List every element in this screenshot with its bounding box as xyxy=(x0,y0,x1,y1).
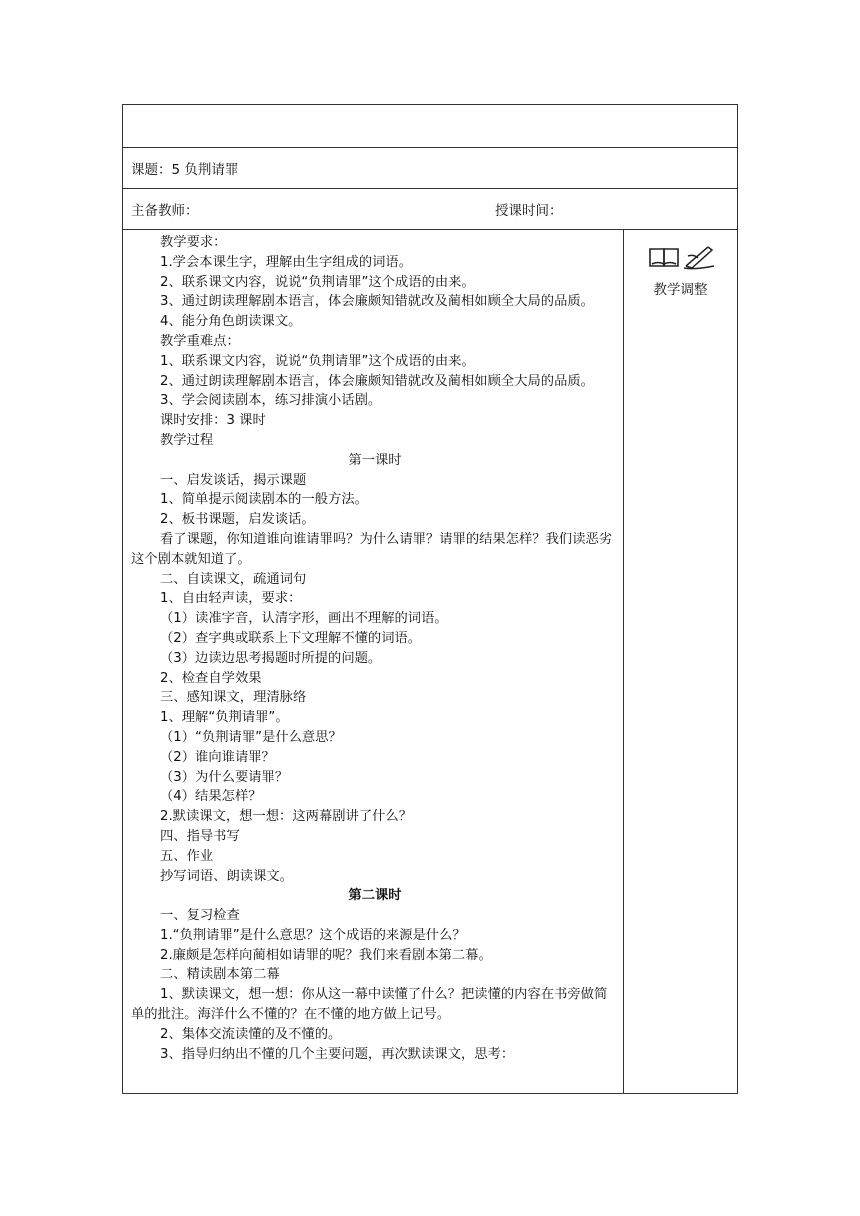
content-line: 二、自读课文，疏通词句 xyxy=(160,571,307,587)
lesson-topic: 课题：5 负荆请罪 xyxy=(131,162,239,178)
content-line: 2、板书课题，启发谈话。 xyxy=(160,512,315,528)
open-book-icon xyxy=(650,249,678,266)
adjustment-cell xyxy=(624,230,737,1093)
teacher-row xyxy=(123,189,737,230)
content-line: （1）“负荆请罪”是什么意思？ xyxy=(160,729,342,745)
content-line: （3）边读边思考揭题时所提的问题。 xyxy=(160,650,382,666)
content-line: 1、简单提示阅读剧本的一般方法。 xyxy=(160,492,368,508)
content-line: 教学重难点： xyxy=(160,333,240,349)
teaching-content xyxy=(131,233,619,1064)
content-line: 四、指导书写 xyxy=(160,828,240,844)
content-line: 一、启发谈话，揭示课题 xyxy=(160,472,307,488)
content-line: 看了课题，你知道谁向谁请罪吗？为什么请罪？请罪的结果怎样？我们读恶劣这个剧本就知道了。 xyxy=(131,531,613,567)
content-line: 3、学会阅读剧本，练习排演小话剧。 xyxy=(160,393,382,409)
content-line: 4、能分角色朗读课文。 xyxy=(160,314,302,330)
content-line: （4）结果怎样？ xyxy=(160,789,262,805)
lesson-plan-table xyxy=(122,104,738,1094)
book-and-pen-icons xyxy=(648,244,718,270)
writing-hand-icon xyxy=(684,247,714,269)
teaching-content-cell xyxy=(123,230,624,1093)
content-line: 教学要求： xyxy=(160,235,227,250)
section-title: 第二课时 xyxy=(348,888,402,904)
content-line: 3、指导归纳出不懂的几个主要问题，再次默读课文，思考： xyxy=(160,1046,515,1062)
topic-row xyxy=(123,148,737,189)
content-line: 教学过程 xyxy=(160,432,214,448)
content-line: 2、通过朗读理解剧本语言，体会廉颇知错就改及蔺相如顾全大局的品质。 xyxy=(160,373,594,389)
content-line: 一、复习检查 xyxy=(160,908,240,924)
content-line: 3、通过朗读理解剧本语言，体会廉颇知错就改及蔺相如顾全大局的品质。 xyxy=(160,294,594,310)
content-line: 2.廉颇是怎样向蔺相如请罪的呢？我们来看剧本第二幕。 xyxy=(160,947,492,963)
content-line: 二、精读剧本第二幕 xyxy=(160,967,280,983)
content-line: （2）谁向谁请罪？ xyxy=(160,749,275,765)
teacher-label: 主备教师： xyxy=(131,203,199,219)
content-line: 2、集体交流读懂的及不懂的。 xyxy=(160,1026,342,1042)
content-line: 2.默读课文，想一想：这两幕剧讲了什么？ xyxy=(160,809,413,825)
adjustment-label: 教学调整 xyxy=(653,282,708,298)
content-line: 1.“负荆请罪”是什么意思？这个成语的来源是什么？ xyxy=(160,927,466,943)
content-line: 1、默读课文，想一想：你从这一幕中读懂了什么？把读懂的内容在书旁做简单的批注。海洋什么不懂的？在不懂的地方做上记号。 xyxy=(131,987,608,1023)
content-line: 2、联系课文内容，说说“负荆请罪”这个成语的由来。 xyxy=(160,274,475,290)
time-label: 授课时间： xyxy=(495,203,563,219)
blank-header-row xyxy=(123,105,737,148)
content-line: 1、自由轻声读，要求： xyxy=(160,591,302,607)
content-line: 1.学会本课生字，理解由生字组成的词语。 xyxy=(160,254,413,270)
content-line: 2、检查自学效果 xyxy=(160,670,262,686)
content-line: （3）为什么要请罪？ xyxy=(160,769,289,785)
content-line: 抄写词语、朗读课文。 xyxy=(160,868,293,884)
content-line: （2）查字典或联系上下文理解不懂的词语。 xyxy=(160,630,422,646)
content-line: 1、理解“负荆请罪”。 xyxy=(160,710,289,726)
content-line: 三、感知课文，理清脉络 xyxy=(160,690,307,706)
content-line: 五、作业 xyxy=(160,848,214,864)
content-line: 1、联系课文内容，说说“负荆请罪”这个成语的由来。 xyxy=(160,353,475,369)
content-line: （1）读准字音，认清字形，画出不理解的词语。 xyxy=(160,611,448,627)
section-title: 第一课时 xyxy=(348,452,402,468)
content-line: 课时安排：3 课时 xyxy=(160,413,266,429)
